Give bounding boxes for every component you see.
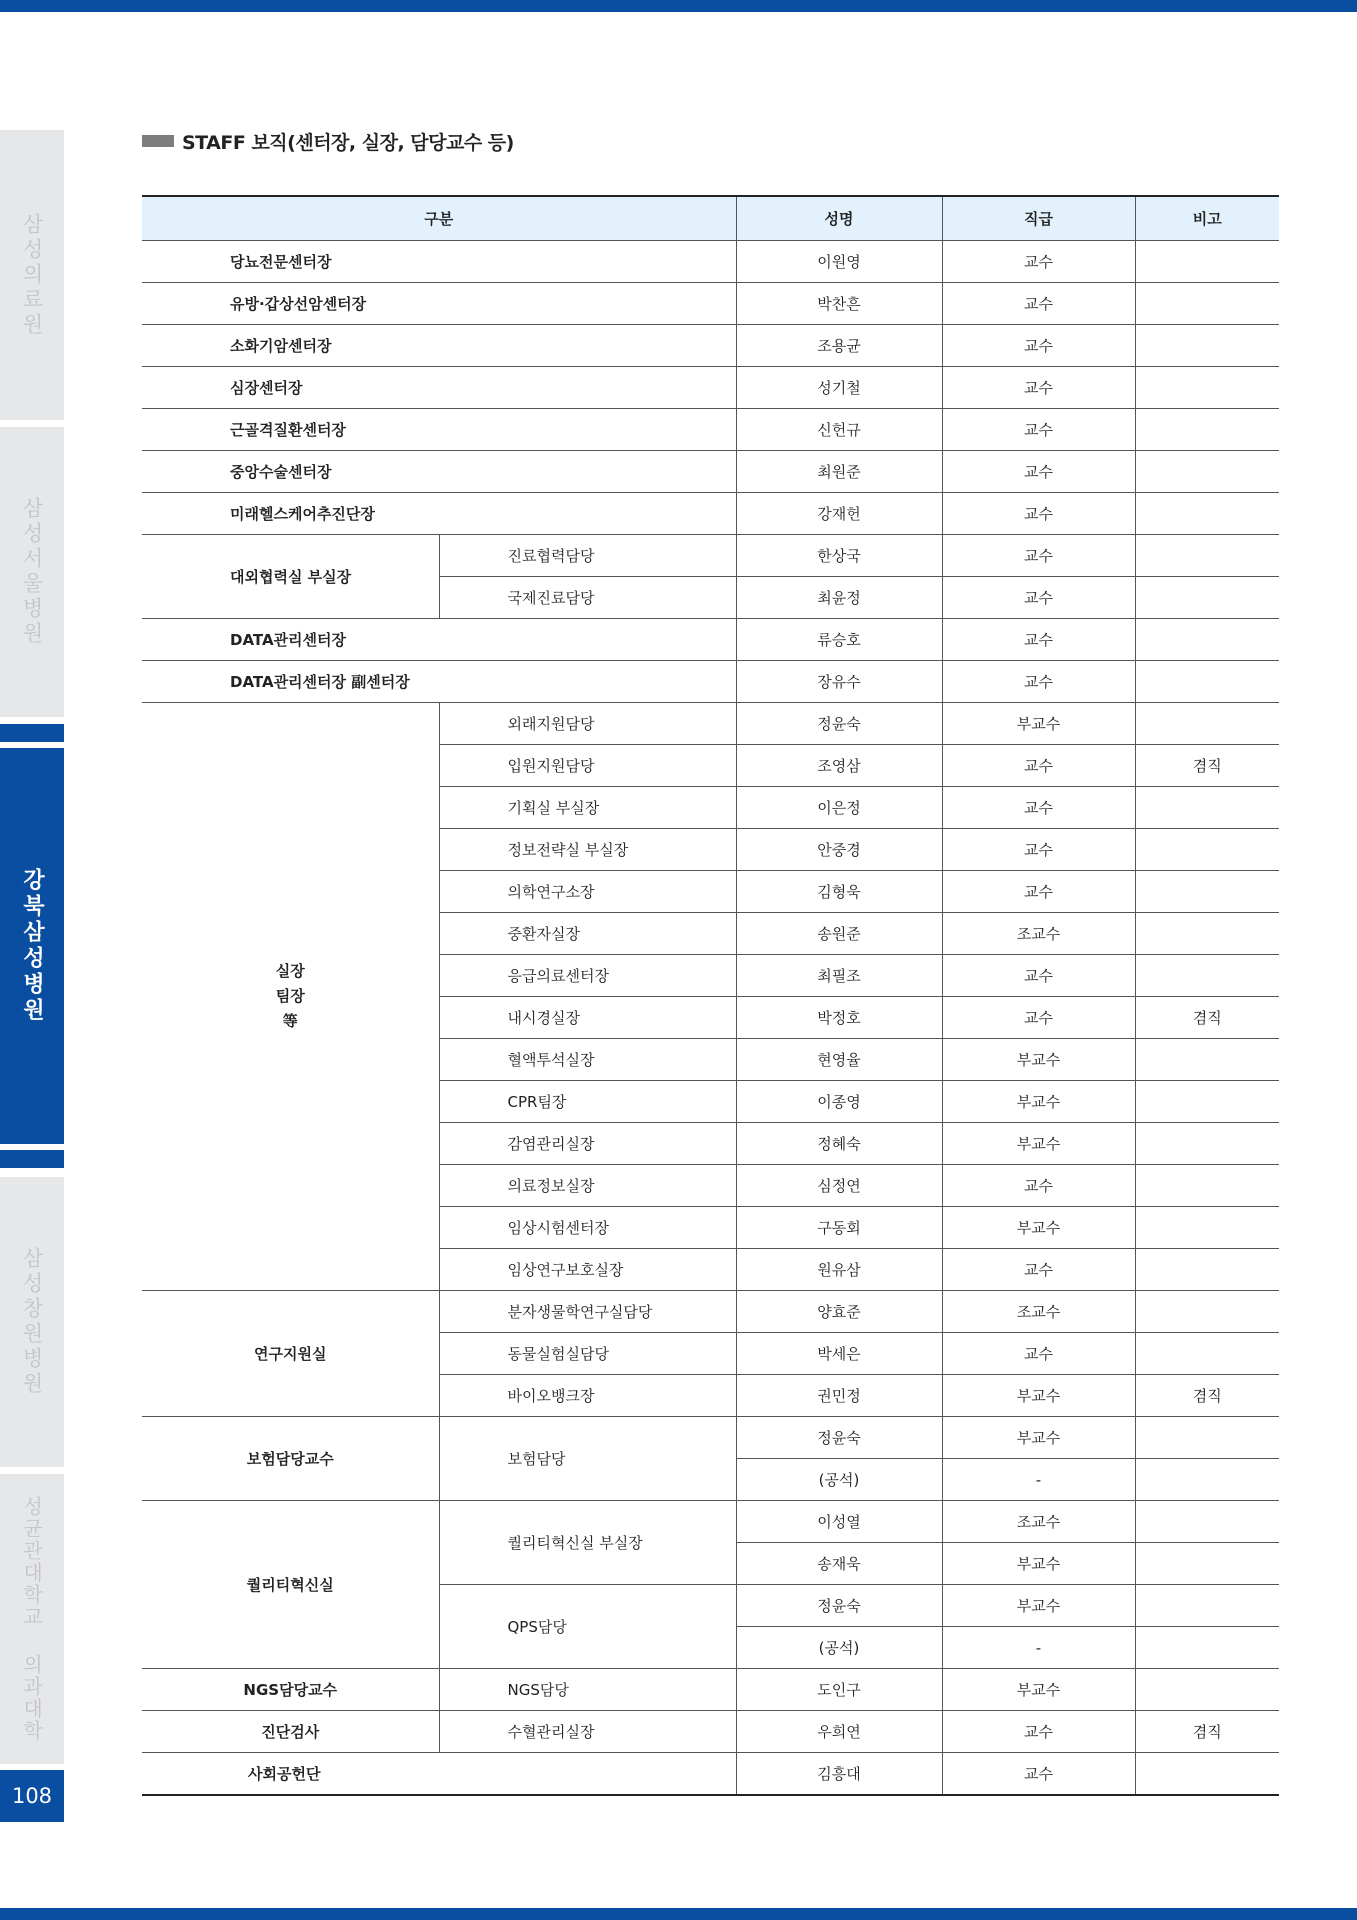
category-cell: 중앙수술센터장 <box>142 451 736 493</box>
note-cell <box>1135 1585 1279 1627</box>
note-cell: 겸직 <box>1135 1711 1279 1753</box>
rank-cell: 부교수 <box>942 1123 1135 1165</box>
table-row <box>142 367 1279 409</box>
name-cell: 구동회 <box>736 1207 942 1249</box>
name-cell: 신헌규 <box>736 409 942 451</box>
rank-cell: 부교수 <box>942 1375 1135 1417</box>
category-line: 팀장 <box>275 987 305 1005</box>
subcategory-cell: 의료정보실장 <box>439 1165 736 1207</box>
name-cell: 장유수 <box>736 661 942 703</box>
subcategory-cell: 동물실험실담당 <box>439 1333 736 1375</box>
table-row <box>142 283 1279 325</box>
name-cell: 최윤정 <box>736 577 942 619</box>
category-cell: 유방·갑상선암센터장 <box>142 283 736 325</box>
sidebar-active-marker-top <box>0 724 64 742</box>
note-cell <box>1135 451 1279 493</box>
name-cell: 최필조 <box>736 955 942 997</box>
name-cell: 최원준 <box>736 451 942 493</box>
sidebar-tab-label: 성균관대학교 의과대학 <box>19 1496 44 1742</box>
rank-cell: 교수 <box>942 1753 1135 1796</box>
rank-cell: - <box>942 1627 1135 1669</box>
name-cell: 한상국 <box>736 535 942 577</box>
sidebar-tab-samsung-seoul-hospital[interactable] <box>0 427 64 717</box>
rank-cell: 부교수 <box>942 1081 1135 1123</box>
section-title-text: STAFF 보직(센터장, 실장, 담당교수 등) <box>182 131 514 154</box>
rank-cell: 부교수 <box>942 1417 1135 1459</box>
category-cell: 보험담당교수 <box>142 1417 439 1501</box>
page-number: 108 <box>0 1770 64 1822</box>
table-row <box>142 241 1279 283</box>
rank-cell: 부교수 <box>942 1543 1135 1585</box>
rank-cell: 교수 <box>942 661 1135 703</box>
note-cell <box>1135 1291 1279 1333</box>
note-cell: 겸직 <box>1135 1375 1279 1417</box>
table-row <box>142 1669 1279 1711</box>
rank-cell: 조교수 <box>942 1501 1135 1543</box>
subcategory-cell: 외래지원담당 <box>439 703 736 745</box>
category-line: 실장 <box>275 962 305 980</box>
table-row <box>142 1501 1279 1543</box>
rank-cell: 교수 <box>942 241 1135 283</box>
subcategory-cell: 기획실 부실장 <box>439 787 736 829</box>
note-cell <box>1135 1543 1279 1585</box>
note-cell <box>1135 1753 1279 1796</box>
sidebar-tab-label: 강북삼성병원 <box>19 868 45 1024</box>
rank-cell: 교수 <box>942 409 1135 451</box>
subcategory-cell: 임상연구보호실장 <box>439 1249 736 1291</box>
rank-cell: 교수 <box>942 955 1135 997</box>
note-cell <box>1135 913 1279 955</box>
name-cell: 우희연 <box>736 1711 942 1753</box>
subcategory-cell: QPS담당 <box>439 1585 736 1669</box>
rank-cell: 교수 <box>942 1165 1135 1207</box>
note-cell <box>1135 1249 1279 1291</box>
table-row <box>142 619 1279 661</box>
name-cell: 이성열 <box>736 1501 942 1543</box>
name-cell: 김형욱 <box>736 871 942 913</box>
category-cell: 근골격질환센터장 <box>142 409 736 451</box>
note-cell <box>1135 367 1279 409</box>
sidebar-active-marker-bottom <box>0 1150 64 1168</box>
subcategory-cell: 바이오뱅크장 <box>439 1375 736 1417</box>
rank-cell: 교수 <box>942 1711 1135 1753</box>
table-row <box>142 535 1279 577</box>
note-cell <box>1135 1207 1279 1249</box>
top-accent-bar <box>0 0 1357 12</box>
category-line: 等 <box>282 1012 298 1030</box>
note-cell <box>1135 241 1279 283</box>
rank-cell: 교수 <box>942 367 1135 409</box>
rank-cell: 조교수 <box>942 913 1135 955</box>
name-cell: 정윤숙 <box>736 1585 942 1627</box>
bottom-accent-bar <box>0 1908 1357 1920</box>
subcategory-cell: 진료협력담당 <box>439 535 736 577</box>
subcategory-cell: 정보전략실 부실장 <box>439 829 736 871</box>
name-cell: 이종영 <box>736 1081 942 1123</box>
rank-cell: 부교수 <box>942 1669 1135 1711</box>
note-cell <box>1135 1417 1279 1459</box>
name-cell: 박세은 <box>736 1333 942 1375</box>
header-rank: 직급 <box>942 196 1135 241</box>
sidebar-tab-label: 삼성의료원 <box>20 212 44 338</box>
category-cell: NGS담당교수 <box>142 1669 439 1711</box>
note-cell <box>1135 1627 1279 1669</box>
note-cell <box>1135 1081 1279 1123</box>
category-cell: 당뇨전문센터장 <box>142 241 736 283</box>
note-cell <box>1135 493 1279 535</box>
subcategory-cell: 수혈관리실장 <box>439 1711 736 1753</box>
note-cell <box>1135 829 1279 871</box>
note-cell <box>1135 1039 1279 1081</box>
table-row <box>142 661 1279 703</box>
sidebar-tab-label: 삼성서울병원 <box>20 497 44 647</box>
rank-cell: - <box>942 1459 1135 1501</box>
rank-cell: 교수 <box>942 535 1135 577</box>
note-cell: 겸직 <box>1135 745 1279 787</box>
name-cell: 조용균 <box>736 325 942 367</box>
rank-cell: 교수 <box>942 745 1135 787</box>
category-cell: 퀄리티혁신실 <box>142 1501 439 1669</box>
name-cell: 권민정 <box>736 1375 942 1417</box>
header-name: 성명 <box>736 196 942 241</box>
rank-cell: 교수 <box>942 787 1135 829</box>
note-cell <box>1135 955 1279 997</box>
sidebar-tab-kangbuk-samsung-hospital[interactable] <box>0 748 64 1144</box>
sidebar-tab-skku-medical-school[interactable] <box>0 1474 64 1764</box>
rank-cell: 교수 <box>942 493 1135 535</box>
table-row <box>142 1711 1279 1753</box>
staff-table <box>142 195 1279 1796</box>
rank-cell: 교수 <box>942 871 1135 913</box>
note-cell <box>1135 1123 1279 1165</box>
note-cell: 겸직 <box>1135 997 1279 1039</box>
section-title <box>142 126 514 156</box>
subcategory-cell: 분자생물학연구실담당 <box>439 1291 736 1333</box>
category-cell: 심장센터장 <box>142 367 736 409</box>
title-marker <box>142 135 174 147</box>
name-cell: 류승호 <box>736 619 942 661</box>
name-cell: 안중경 <box>736 829 942 871</box>
subcategory-cell: CPR팀장 <box>439 1081 736 1123</box>
name-cell: 원유삼 <box>736 1249 942 1291</box>
rank-cell: 교수 <box>942 283 1135 325</box>
name-cell: 이은정 <box>736 787 942 829</box>
rank-cell: 교수 <box>942 577 1135 619</box>
rank-cell: 부교수 <box>942 1039 1135 1081</box>
category-cell: 미래헬스케어추진단장 <box>142 493 736 535</box>
subcategory-cell: 의학연구소장 <box>439 871 736 913</box>
rank-cell: 교수 <box>942 1333 1135 1375</box>
table-row <box>142 325 1279 367</box>
name-cell: 도인구 <box>736 1669 942 1711</box>
note-cell <box>1135 1459 1279 1501</box>
rank-cell: 교수 <box>942 619 1135 661</box>
note-cell <box>1135 535 1279 577</box>
note-cell <box>1135 409 1279 451</box>
note-cell <box>1135 1165 1279 1207</box>
name-cell: 정윤숙 <box>736 703 942 745</box>
name-cell: 성기철 <box>736 367 942 409</box>
note-cell <box>1135 577 1279 619</box>
note-cell <box>1135 703 1279 745</box>
name-cell: 송재욱 <box>736 1543 942 1585</box>
note-cell <box>1135 787 1279 829</box>
note-cell <box>1135 325 1279 367</box>
name-cell: (공석) <box>736 1627 942 1669</box>
subcategory-cell: 중환자실장 <box>439 913 736 955</box>
subcategory-cell: 퀄리티혁신실 부실장 <box>439 1501 736 1585</box>
name-cell: 이원영 <box>736 241 942 283</box>
rank-cell: 부교수 <box>942 1585 1135 1627</box>
rank-cell: 교수 <box>942 829 1135 871</box>
name-cell: 강재헌 <box>736 493 942 535</box>
rank-cell: 조교수 <box>942 1291 1135 1333</box>
note-cell <box>1135 1669 1279 1711</box>
table-row <box>142 451 1279 493</box>
subcategory-cell: 내시경실장 <box>439 997 736 1039</box>
sidebar-tab-samsung-medical-center[interactable] <box>0 130 64 420</box>
subcategory-cell: 입원지원담당 <box>439 745 736 787</box>
note-cell <box>1135 871 1279 913</box>
rank-cell: 교수 <box>942 451 1135 493</box>
subcategory-cell: 보험담당 <box>439 1417 736 1501</box>
category-cell: DATA관리센터장 <box>142 619 736 661</box>
table-row <box>142 1753 1279 1796</box>
table-row <box>142 493 1279 535</box>
name-cell: 정혜숙 <box>736 1123 942 1165</box>
note-cell <box>1135 661 1279 703</box>
category-cell: DATA관리센터장 副센터장 <box>142 661 736 703</box>
table-row <box>142 409 1279 451</box>
rank-cell: 교수 <box>942 325 1135 367</box>
category-cell-group <box>142 703 439 1291</box>
sidebar-tab-label: 삼성창원병원 <box>20 1247 44 1397</box>
name-cell: (공석) <box>736 1459 942 1501</box>
note-cell <box>1135 619 1279 661</box>
rank-cell: 교수 <box>942 997 1135 1039</box>
name-cell: 박찬흔 <box>736 283 942 325</box>
sidebar-tab-samsung-changwon-hospital[interactable] <box>0 1177 64 1467</box>
name-cell: 김흥대 <box>736 1753 942 1796</box>
table-header-row <box>142 196 1279 241</box>
subcategory-cell: 임상시험센터장 <box>439 1207 736 1249</box>
note-cell <box>1135 1501 1279 1543</box>
name-cell: 박정호 <box>736 997 942 1039</box>
name-cell: 현영율 <box>736 1039 942 1081</box>
name-cell: 정윤숙 <box>736 1417 942 1459</box>
name-cell: 조영삼 <box>736 745 942 787</box>
name-cell: 양효준 <box>736 1291 942 1333</box>
header-note: 비고 <box>1135 196 1279 241</box>
subcategory-cell: 국제진료담당 <box>439 577 736 619</box>
table-row <box>142 1417 1279 1459</box>
rank-cell: 교수 <box>942 1249 1135 1291</box>
subcategory-cell: 감염관리실장 <box>439 1123 736 1165</box>
name-cell: 송원준 <box>736 913 942 955</box>
category-cell: 진단검사 <box>142 1711 439 1753</box>
header-category: 구분 <box>142 196 736 241</box>
category-cell: 연구지원실 <box>142 1291 439 1417</box>
subcategory-cell: NGS담당 <box>439 1669 736 1711</box>
name-cell: 심정연 <box>736 1165 942 1207</box>
table-row <box>142 703 1279 745</box>
category-cell: 사회공헌단 <box>142 1753 736 1796</box>
category-cell: 소화기암센터장 <box>142 325 736 367</box>
rank-cell: 부교수 <box>942 703 1135 745</box>
note-cell <box>1135 1333 1279 1375</box>
subcategory-cell: 응급의료센터장 <box>439 955 736 997</box>
category-cell: 대외협력실 부실장 <box>142 535 439 619</box>
rank-cell: 부교수 <box>942 1207 1135 1249</box>
note-cell <box>1135 283 1279 325</box>
subcategory-cell: 혈액투석실장 <box>439 1039 736 1081</box>
table-row <box>142 1291 1279 1333</box>
